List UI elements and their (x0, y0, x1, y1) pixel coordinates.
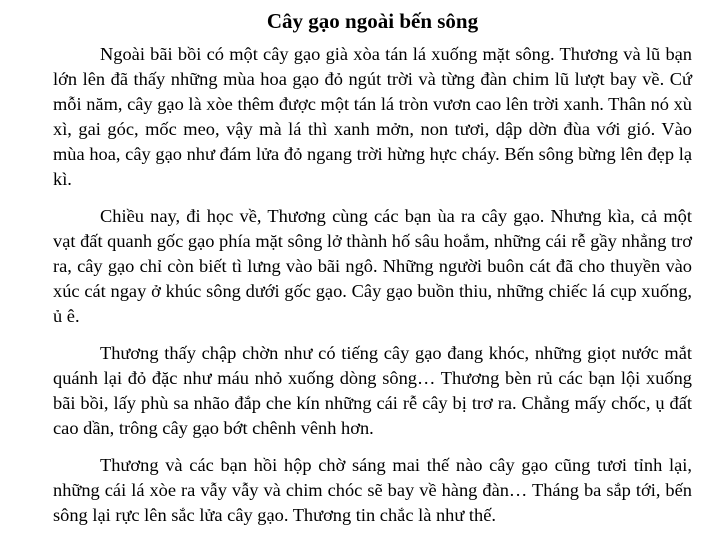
paragraph-2: Chiều nay, đi học về, Thương cùng các bạn ùa ra cây gạo. Nhưng kìa, cả một vạt đất quanh gốc gạo phía mặt sông lở thành hố sâu hoắm, những cái rễ gầy nhẳng trơ ra, cây gạo chỉ còn biết tì lưng vào bãi ngô. Những người buôn cát đã cho thuyền vào xúc cát ngay ở khúc sông dưới gốc gạo. Cây gạo buồn thiu, những chiếc lá cụp xuống, ủ ê. (53, 206, 692, 326)
paragraph-4: Thương và các bạn hồi hộp chờ sáng mai thế nào cây gạo cũng tươi tỉnh lại, những cái lá xòe ra vẫy vẫy và chim chóc sẽ bay về hàng đàn… Tháng ba sắp tới, bến sông lại rực lên sắc lửa cây gạo. Thương tin chắc là như thế. (53, 455, 692, 525)
paragraph-1: Ngoài bãi bồi có một cây gạo già xòa tán lá xuống mặt sông. Thương và lũ bạn lớn lên đã thấy những mùa hoa gạo đỏ ngút trời và từng đàn chim lũ lượt bay về. Cứ mỗi năm, cây gạo là xòe thêm được một tán lá tròn vươn cao lên trời xanh. Thân nó xù xì, gai góc, mốc meo, vậy mà lá thì xanh mởn, non tươi, dập dờn đùa với gió. Vào mùa hoa, cây gạo như đám lửa đỏ ngang trời hừng hực cháy. Bến sông bừng lên đẹp lạ kì. (53, 44, 692, 189)
document-title: Cây gạo ngoài bến sông (266, 9, 479, 33)
paragraph-3: Thương thấy chập chờn như có tiếng cây gạo đang khóc, những giọt nước mắt quánh lại đỏ đặc như máu nhỏ xuống dòng sông… Thương bèn rủ các bạn lội xuống bãi bồi, lấy phù sa nhão đắp che kín những cái rễ cây bị trơ ra. Chẳng mấy chốc, ụ đất cao dần, trông cây gạo bớt chênh vênh hơn. (53, 343, 692, 438)
